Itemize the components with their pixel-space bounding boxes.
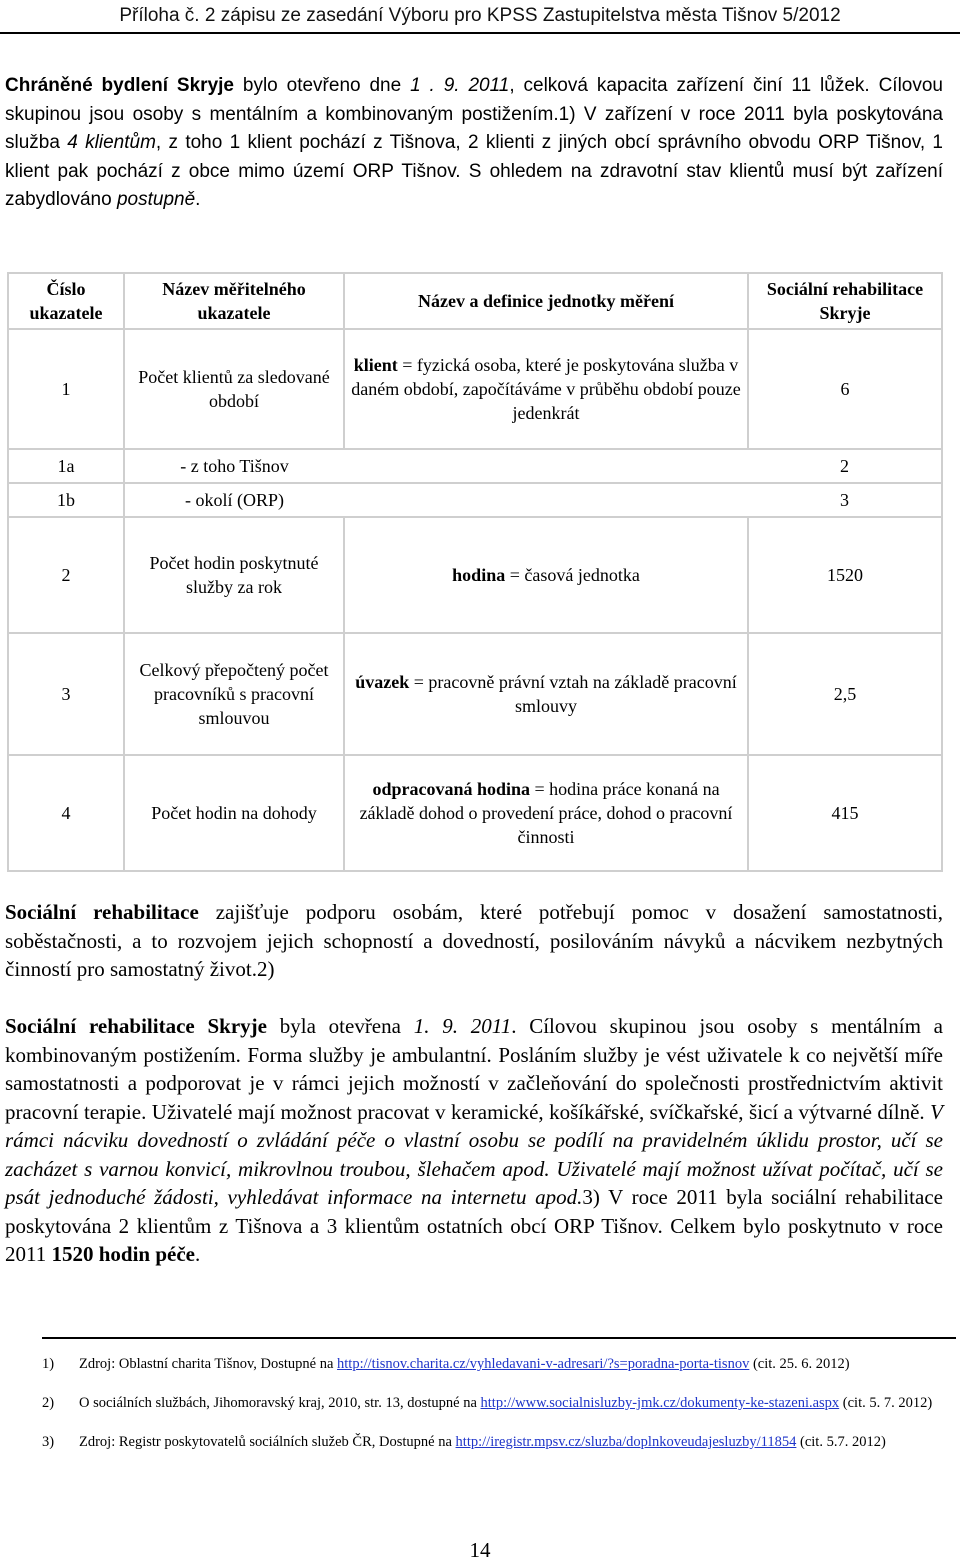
page-header: [0, 0, 960, 34]
intro-text-1: bylo otevřeno dne: [233, 75, 411, 96]
row-number: 2: [8, 517, 124, 633]
skryje-italic-text: V rámci nácviku dovedností o zvládání péče o vlastní osobu se podílí na pravidelném úklidu prostor, učí se zacházet s varnou konvicí, mikrovlnou troubou, šlehačem apod. Uživatelé mají možnost užívat počítač, učí se psát jednoduché žádosti, vyhledávat informace na internetu apod.: [5, 1099, 943, 1209]
row-name: Počet klientů za sledované období: [124, 329, 344, 449]
social-rehab-term: Sociální rehabilitace: [5, 900, 199, 924]
row-value: 415: [748, 755, 942, 871]
footnote: [42, 1394, 946, 1413]
row-definition: [344, 483, 748, 517]
footnote-prefix: O sociálních službách, Jihomoravský kraj, 2010, str. 13, dostupné na: [79, 1395, 481, 1411]
skryje-date: 1. 9. 2011: [413, 1014, 512, 1038]
intro-clients: 4 klientům: [67, 132, 156, 153]
table-row: [8, 483, 942, 517]
skryje-text-1: byla otevřena: [266, 1014, 414, 1038]
footnote-link[interactable]: http://iregistr.mpsv.cz/sluzba/doplnkoveudajesluzby/11854: [455, 1434, 797, 1450]
footnote: [42, 1355, 946, 1374]
header-cell-value: Sociální rehabilitace Skryje: [748, 273, 942, 329]
footnote-number: 3): [42, 1434, 55, 1450]
row-value: 6: [748, 329, 942, 449]
table-row: [8, 755, 942, 871]
row-value: 2: [748, 449, 942, 483]
definition-text: = pracovně právní vztah na základě pracovní smlouvy: [409, 672, 737, 716]
intro-text-2: , celková kapacita zařízení činí 11 lůžek. Cílovou skupinou jsou osoby s mentálním a kombinovaným postižením.1) V zařízení v roce 2011 byla poskytována služba: [5, 75, 943, 153]
skryje-text-4: .: [195, 1242, 201, 1266]
table-header-row: [8, 273, 942, 329]
intro-facility-name: Chráněné bydlení Skryje: [5, 75, 234, 96]
row-definition: [344, 329, 748, 449]
row-value: 2,5: [748, 633, 942, 755]
table-row: [8, 633, 942, 755]
footnote-text: [79, 1394, 946, 1413]
footnote-link[interactable]: http://tisnov.charita.cz/vyhledavani-v-adresari/?s=poradna-porta-tisnov: [337, 1356, 750, 1372]
row-name: Počet hodin na dohody: [124, 755, 344, 871]
footnote-prefix: Zdroj: Registr poskytovatelů sociálních služeb ČR, Dostupné na: [79, 1434, 456, 1450]
footnote-number: 1): [42, 1356, 55, 1372]
definition-term: klient: [353, 355, 398, 375]
header-cell-number: Číslo ukazatele: [8, 273, 124, 329]
header-cell-name: Název měřitelného ukazatele: [124, 273, 344, 329]
skryje-name: Sociální rehabilitace Skryje: [5, 1014, 267, 1038]
footnote-suffix: (cit. 25. 6. 2012): [749, 1356, 850, 1372]
page-number: 14: [469, 1538, 491, 1562]
row-name: - z toho Tišnov: [124, 449, 344, 483]
table-row: [8, 329, 942, 449]
footnote-text: [79, 1433, 946, 1452]
intro-date: 1 . 9. 2011: [410, 75, 510, 96]
footnote-suffix: (cit. 5.7. 2012): [796, 1434, 886, 1450]
row-value: 1520: [748, 517, 942, 633]
row-value: 3: [748, 483, 942, 517]
row-name: - okolí (ORP): [124, 483, 344, 517]
row-number: 1: [8, 329, 124, 449]
row-number: 4: [8, 755, 124, 871]
indicators-table: [7, 272, 943, 872]
definition-text: = časová jednotka: [505, 565, 640, 585]
skryje-hours: 1520 hodin péče: [51, 1242, 195, 1266]
skryje-text-2: . Cílovou skupinou jsou osoby s mentálním a kombinovaným postižením. Forma služby je ambulantní. Posláním služby je vést uživatele k co největší míře samostatnosti a podporovat je v rámci jejich možností v začleňování do společnosti prostřednictvím aktivit pracovní terapie. Uživatelé mají možnost pracovat v keramické, košíkářské, svíčkařské, šicí a výtvarné dílně.: [5, 1014, 943, 1124]
row-number: 1a: [8, 449, 124, 483]
table-row: [8, 449, 942, 483]
footnote-prefix: Zdroj: Oblastní charita Tišnov, Dostupné na: [79, 1356, 338, 1372]
skryje-text-3: 3) V roce 2011 byla sociální rehabilitace poskytována 2 klientům z Tišnova a 3 klientům ostatních obcí ORP Tišnov. Celkem bylo poskytnuto v roce 2011: [5, 1185, 943, 1266]
skryje-paragraph: [5, 1012, 943, 1269]
footnote-divider: [42, 1337, 956, 1339]
row-name: Počet hodin poskytnuté služby za rok: [124, 517, 344, 633]
definition-term: úvazek: [355, 672, 410, 692]
row-number: 3: [8, 633, 124, 755]
intro-paragraph: [5, 72, 943, 215]
definition-text: = fyzická osoba, které je poskytována služba v daném období, započítáváme v průběhu období pouze jedenkrát: [351, 355, 741, 423]
row-number: 1b: [8, 483, 124, 517]
footnote-text: [79, 1355, 946, 1374]
definition-term: odpracovaná hodina: [372, 779, 530, 799]
row-definition: [344, 517, 748, 633]
table-row: [8, 517, 942, 633]
header-cell-definition: Název a definice jednotky měření: [344, 273, 748, 329]
row-definition: [344, 449, 748, 483]
intro-text-4: .: [195, 189, 201, 210]
footnote-suffix: (cit. 5. 7. 2012): [839, 1395, 933, 1411]
intro-gradually: postupně: [116, 189, 196, 210]
social-rehab-text: zajišťuje podporu osobám, které potřebují pomoc v dosažení samostatnosti, soběstačnosti, a to rozvojem jejich schopností a dovedností, posilováním návyků a nácvikem nezbytných činností pro samostatný život.2): [5, 900, 943, 981]
intro-text-3: , z toho 1 klient pochází z Tišnova, 2 klienti z jiných obcí správního obvodu ORP Tišnov, 1 klient pak pochází z obce mimo území ORP Tišnov. S ohledem na zdravotní stav klientů musí být zařízení zabydlováno: [5, 132, 943, 210]
definition-text: = hodina práce konaná na základě dohod o provedení práce, dohod o pracovní činnosti: [359, 779, 733, 847]
social-rehab-paragraph: [5, 898, 943, 984]
row-definition: [344, 633, 748, 755]
row-definition: [344, 755, 748, 871]
definition-term: hodina: [452, 565, 506, 585]
footnote-link[interactable]: http://www.socialnisluzby-jmk.cz/dokumenty-ke-stazeni.aspx: [480, 1395, 840, 1411]
footnote-number: 2): [42, 1395, 55, 1411]
footnote: [42, 1433, 946, 1452]
row-name: Celkový přepočtený počet pracovníků s pracovní smlouvou: [124, 633, 344, 755]
header-title: Příloha č. 2 zápisu ze zasedání Výboru pro KPSS Zastupitelstva města Tišnov 5/2012: [119, 5, 841, 26]
